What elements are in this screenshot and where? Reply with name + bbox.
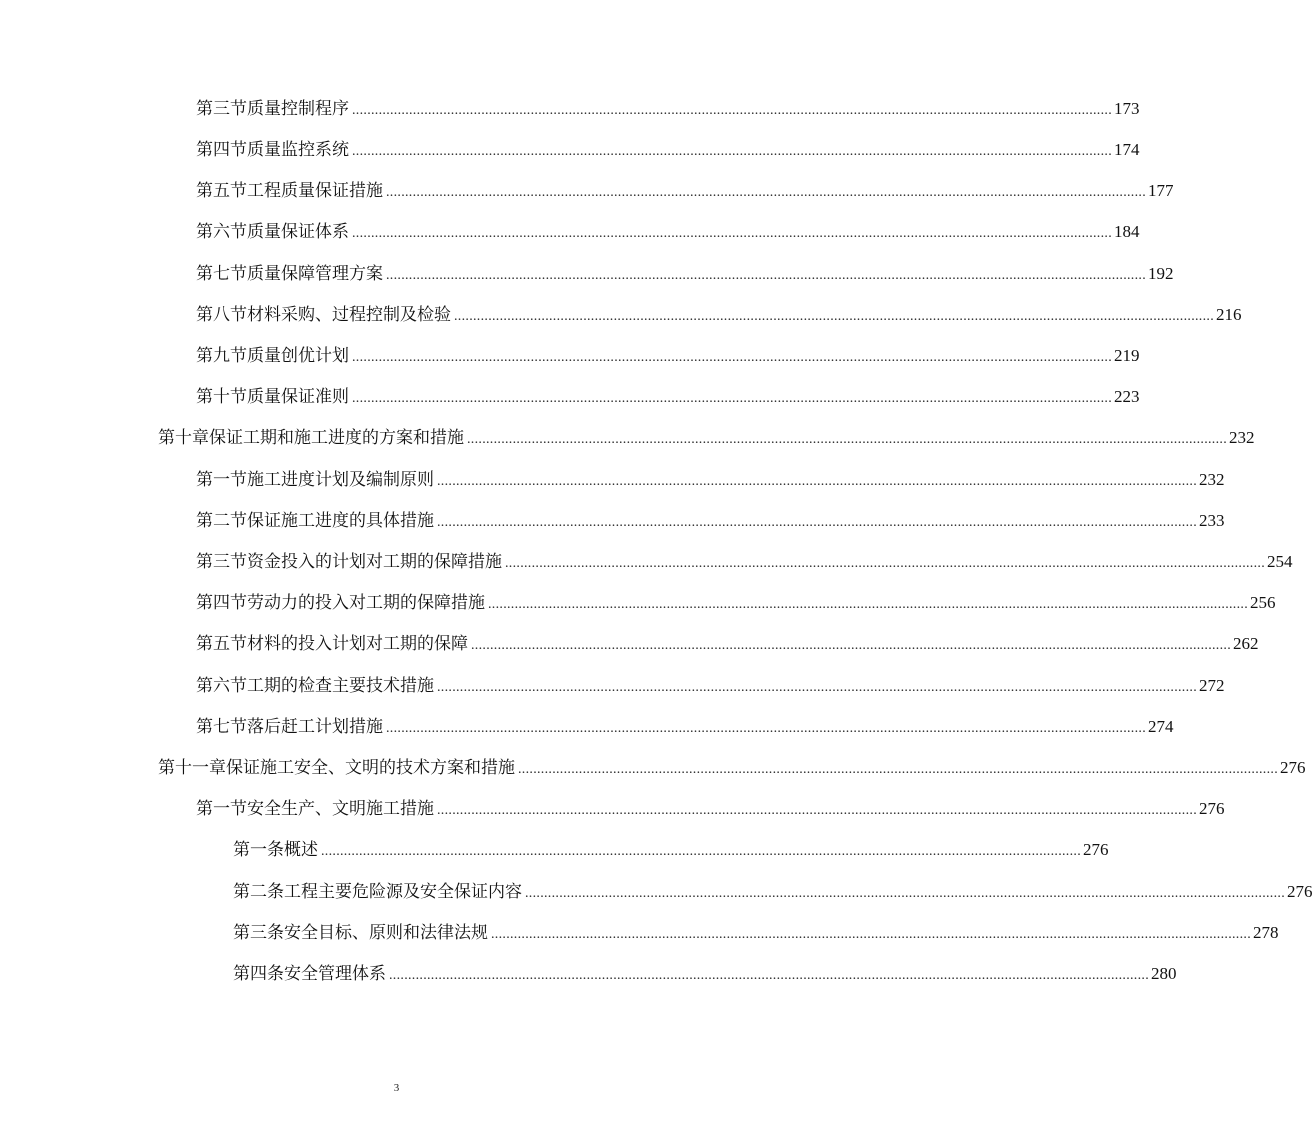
toc-dot-leader: ........................................................................................................................................................................................................ bbox=[352, 391, 1112, 406]
toc-entry-title: 保证施工安全、文明的技术方案和措施 bbox=[226, 758, 515, 778]
toc-dot-leader: ........................................................................................................................................................................................................ bbox=[471, 638, 1231, 653]
toc-entry-label: 第七节 bbox=[196, 264, 247, 284]
toc-entry-label: 第一节 bbox=[196, 470, 247, 490]
toc-dot-leader: ........................................................................................................................................................................................................ bbox=[488, 597, 1248, 612]
toc-entry-label: 第三节 bbox=[196, 99, 247, 119]
toc-entry[interactable] bbox=[233, 831, 1109, 861]
toc-entry[interactable] bbox=[196, 790, 1225, 820]
page-number: 3 bbox=[393, 1082, 400, 1094]
toc-entry-title: 安全管理体系 bbox=[284, 964, 386, 984]
toc-entry[interactable] bbox=[196, 337, 1140, 367]
toc-dot-leader: ........................................................................................................................................................................................................ bbox=[389, 968, 1149, 983]
toc-entry[interactable] bbox=[196, 213, 1140, 243]
toc-entry-label: 第八节 bbox=[196, 305, 247, 325]
toc-entry-page: 254 bbox=[1267, 552, 1293, 571]
toc-entry-title: 工程主要危险源及安全保证内容 bbox=[284, 882, 522, 902]
toc-entry-label: 第三节 bbox=[196, 552, 247, 572]
toc-entry-page: 256 bbox=[1250, 593, 1276, 612]
toc-dot-leader: ........................................................................................................................................................................................................ bbox=[437, 515, 1197, 530]
toc-dot-leader: ........................................................................................................................................................................................................ bbox=[386, 185, 1146, 200]
toc-entry-label: 第六节 bbox=[196, 222, 247, 242]
toc-entry-page: 232 bbox=[1199, 470, 1225, 489]
toc-dot-leader: ........................................................................................................................................................................................................ bbox=[437, 680, 1197, 695]
toc-entry-label: 第九节 bbox=[196, 346, 247, 366]
toc-entry-title: 安全生产、文明施工措施 bbox=[247, 799, 434, 819]
toc-entry[interactable] bbox=[196, 584, 1276, 614]
toc-entry[interactable] bbox=[196, 625, 1259, 655]
toc-dot-leader: ........................................................................................................................................................................................................ bbox=[352, 103, 1112, 118]
toc-dot-leader: ........................................................................................................................................................................................................ bbox=[321, 844, 1081, 859]
toc-entry-title: 材料的投入计划对工期的保障 bbox=[247, 634, 468, 654]
toc-entry-page: 280 bbox=[1151, 964, 1177, 983]
toc-entry-page: 216 bbox=[1216, 305, 1242, 324]
toc-entry-label: 第三条 bbox=[233, 923, 284, 943]
toc-entry-label: 第四条 bbox=[233, 964, 284, 984]
toc-entry-page: 276 bbox=[1280, 758, 1306, 777]
toc-entry-label: 第十节 bbox=[196, 387, 247, 407]
toc-entry-title: 工程质量保证措施 bbox=[247, 181, 383, 201]
toc-entry-page: 174 bbox=[1114, 140, 1140, 159]
toc-entry-title: 落后赶工计划措施 bbox=[247, 717, 383, 737]
toc-entry[interactable] bbox=[196, 502, 1225, 532]
toc-dot-leader: ........................................................................................................................................................................................................ bbox=[437, 474, 1197, 489]
toc-entry-page: 232 bbox=[1229, 428, 1255, 447]
toc-chapter-entry[interactable] bbox=[158, 419, 1255, 449]
toc-entry-title: 质量监控系统 bbox=[247, 140, 349, 160]
toc-entry-label: 第一条 bbox=[233, 840, 284, 860]
toc-entry[interactable] bbox=[196, 296, 1242, 326]
toc-entry[interactable] bbox=[196, 90, 1140, 120]
toc-entry[interactable] bbox=[196, 255, 1174, 285]
toc-entry-page: 276 bbox=[1083, 840, 1109, 859]
toc-entry[interactable] bbox=[233, 955, 1177, 985]
toc-dot-leader: ........................................................................................................................................................................................................ bbox=[352, 144, 1112, 159]
toc-dot-leader: ........................................................................................................................................................................................................ bbox=[437, 803, 1197, 818]
toc-dot-leader: ........................................................................................................................................................................................................ bbox=[525, 886, 1285, 901]
toc-entry-page: 262 bbox=[1233, 634, 1259, 653]
toc-entry-label: 第五节 bbox=[196, 181, 247, 201]
toc-entry-label: 第十章 bbox=[158, 428, 209, 448]
toc-entry-label: 第一节 bbox=[196, 799, 247, 819]
toc-entry-label: 第四节 bbox=[196, 140, 247, 160]
toc-entry-title: 质量保障管理方案 bbox=[247, 264, 383, 284]
toc-entry-label: 第二节 bbox=[196, 511, 247, 531]
toc-entry-page: 276 bbox=[1199, 799, 1225, 818]
toc-entry-page: 173 bbox=[1114, 99, 1140, 118]
toc-entry-title: 劳动力的投入对工期的保障措施 bbox=[247, 593, 485, 613]
toc-entry-page: 177 bbox=[1148, 181, 1174, 200]
toc-entry-page: 276 bbox=[1287, 882, 1313, 901]
toc-entry[interactable] bbox=[233, 873, 1313, 903]
toc-entry-title: 保证施工进度的具体措施 bbox=[247, 511, 434, 531]
toc-dot-leader: ........................................................................................................................................................................................................ bbox=[352, 350, 1112, 365]
toc-entry-label: 第六节 bbox=[196, 676, 247, 696]
toc-entry-title: 材料采购、过程控制及检验 bbox=[247, 305, 451, 325]
toc-entry-page: 219 bbox=[1114, 346, 1140, 365]
toc-entry-page: 223 bbox=[1114, 387, 1140, 406]
toc-chapter-entry[interactable] bbox=[158, 749, 1306, 779]
toc-dot-leader: ........................................................................................................................................................................................................ bbox=[386, 721, 1146, 736]
toc-dot-leader: ........................................................................................................................................................................................................ bbox=[454, 309, 1214, 324]
toc-dot-leader: ........................................................................................................................................................................................................ bbox=[467, 432, 1227, 447]
toc-entry[interactable] bbox=[196, 708, 1174, 738]
toc-entry-page: 184 bbox=[1114, 222, 1140, 241]
toc-entry-title: 质量控制程序 bbox=[247, 99, 349, 119]
toc-entry[interactable] bbox=[233, 914, 1279, 944]
toc-entry-title: 施工进度计划及编制原则 bbox=[247, 470, 434, 490]
toc-entry-page: 274 bbox=[1148, 717, 1174, 736]
toc-entry-page: 272 bbox=[1199, 676, 1225, 695]
toc-entry-title: 工期的检查主要技术措施 bbox=[247, 676, 434, 696]
toc-entry[interactable] bbox=[196, 378, 1140, 408]
toc-entry[interactable] bbox=[196, 131, 1140, 161]
toc-entry-page: 233 bbox=[1199, 511, 1225, 530]
toc-entry-title: 保证工期和施工进度的方案和措施 bbox=[209, 428, 464, 448]
toc-entry-title: 资金投入的计划对工期的保障措施 bbox=[247, 552, 502, 572]
toc-entry[interactable] bbox=[196, 543, 1293, 573]
toc-entry-title: 质量创优计划 bbox=[247, 346, 349, 366]
toc-entry[interactable] bbox=[196, 667, 1225, 697]
toc-entry-page: 278 bbox=[1253, 923, 1279, 942]
toc-entry-title: 安全目标、原则和法律法规 bbox=[284, 923, 488, 943]
toc-entry[interactable] bbox=[196, 461, 1225, 491]
toc-dot-leader: ........................................................................................................................................................................................................ bbox=[505, 556, 1265, 571]
toc-entry-label: 第四节 bbox=[196, 593, 247, 613]
toc-dot-leader: ........................................................................................................................................................................................................ bbox=[352, 226, 1112, 241]
toc-entry-title: 概述 bbox=[284, 840, 318, 860]
toc-entry-label: 第二条 bbox=[233, 882, 284, 902]
toc-entry-page: 192 bbox=[1148, 264, 1174, 283]
toc-entry-label: 第五节 bbox=[196, 634, 247, 654]
toc-entry-title: 质量保证体系 bbox=[247, 222, 349, 242]
toc-dot-leader: ........................................................................................................................................................................................................ bbox=[386, 268, 1146, 283]
toc-dot-leader: ........................................................................................................................................................................................................ bbox=[491, 927, 1251, 942]
toc-entry-label: 第七节 bbox=[196, 717, 247, 737]
toc-entry-label: 第十一章 bbox=[158, 758, 226, 778]
toc-entry-title: 质量保证准则 bbox=[247, 387, 349, 407]
toc-entry[interactable] bbox=[196, 172, 1174, 202]
toc-dot-leader: ........................................................................................................................................................................................................ bbox=[518, 762, 1278, 777]
